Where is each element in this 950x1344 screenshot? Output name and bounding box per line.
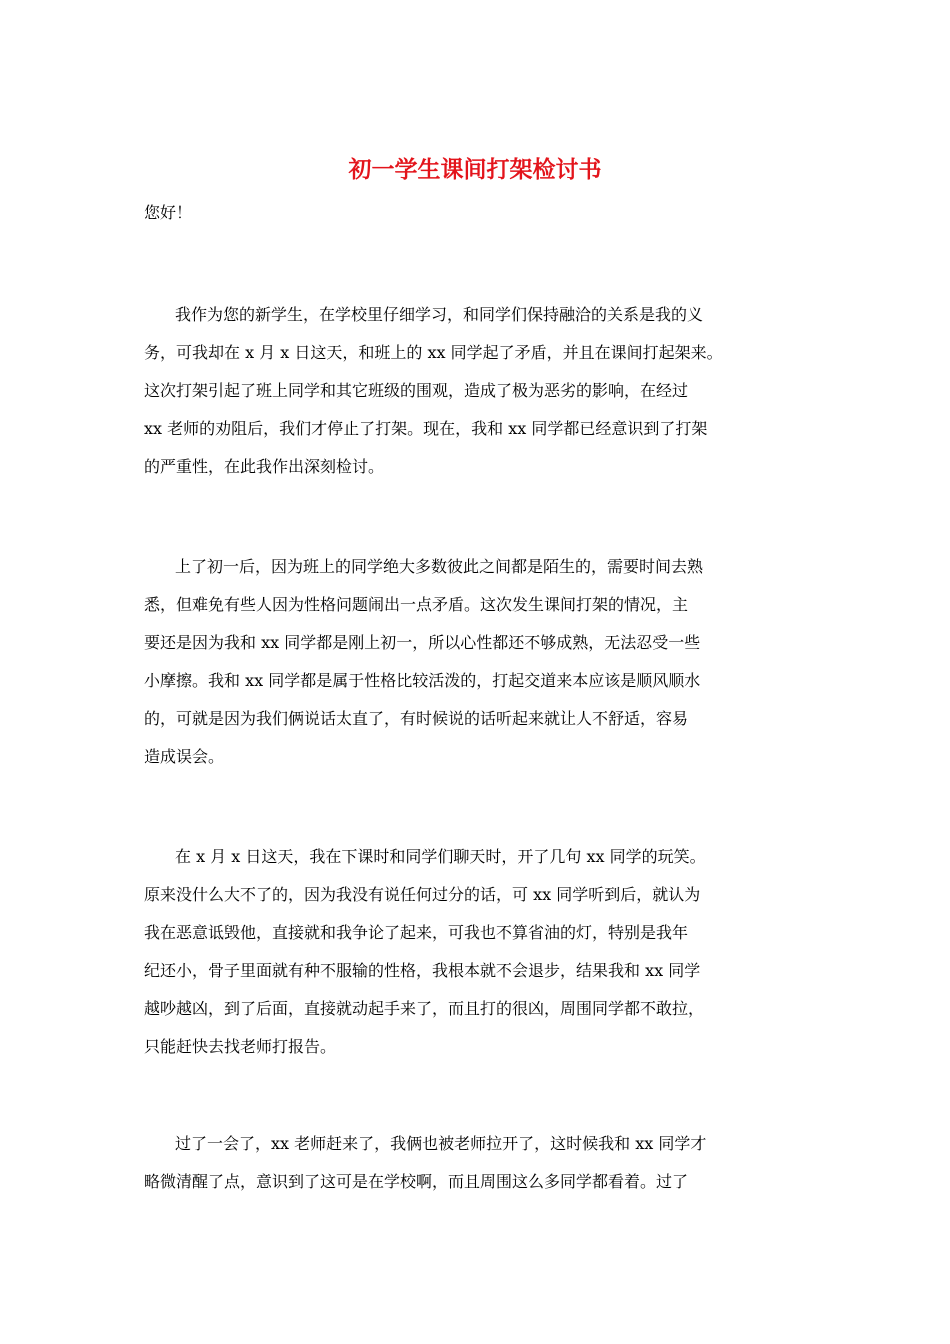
paragraph-line: 小摩擦。我和 xx 同学都是属于性格比较活泼的，打起交道来本应该是顺风顺水 (144, 671, 701, 690)
paragraph-line: 造成误会。 (144, 747, 225, 766)
paragraph-2 (144, 548, 810, 776)
paragraph-line: 原来没什么大不了的，因为我没有说任何过分的话，可 xx 同学听到后，就认为 (144, 885, 701, 904)
paragraph-line: 过了一会了，xx 老师赶来了，我俩也被老师拉开了，这时候我和 xx 同学才 (175, 1134, 707, 1153)
paragraph-line: 只能赶快去找老师打报告。 (144, 1037, 337, 1056)
paragraph-3 (144, 838, 810, 1066)
paragraph-1 (144, 296, 810, 486)
paragraph-line: 越吵越凶，到了后面，直接就动起手来了，而且打的很凶，周围同学都不敢拉， (144, 999, 705, 1018)
paragraph-line: 要还是因为我和 xx 同学都是刚上初一，所以心性都还不够成熟，无法忍受一些 (144, 633, 701, 652)
paragraph-line: 的严重性，在此我作出深刻检讨。 (144, 457, 385, 476)
paragraph-line: xx 老师的劝阻后，我们才停止了打架。现在，我和 xx 同学都已经意识到了打架 (144, 419, 708, 438)
paragraph-line: 略微清醒了点，意识到了这可是在学校啊，而且周围这么多同学都看着。过了 (144, 1172, 689, 1191)
paragraph-line: 这次打架引起了班上同学和其它班级的围观，造成了极为恶劣的影响，在经过 (144, 381, 689, 400)
paragraph-line: 纪还小，骨子里面就有种不服输的性格，我根本就不会退步，结果我和 xx 同学 (144, 961, 701, 980)
greeting-text: 您好！ (144, 203, 193, 222)
paragraph-4 (144, 1125, 810, 1201)
paragraph-line: 务，可我却在 x 月 x 日这天，和班上的 xx 同学起了矛盾，并且在课间打起架来。 (144, 343, 723, 362)
document-title: 初一学生课间打架检讨书 (348, 156, 602, 183)
paragraph-line: 上了初一后，因为班上的同学绝大多数彼此之间都是陌生的，需要时间去熟 (175, 557, 704, 576)
paragraph-line: 我作为您的新学生，在学校里仔细学习，和同学们保持融洽的关系是我的义 (175, 305, 704, 324)
paragraph-line: 的，可就是因为我们俩说话太直了，有时候说的话听起来就让人不舒适，容易 (144, 709, 689, 728)
paragraph-line: 在 x 月 x 日这天，我在下课时和同学们聊天时，开了几句 xx 同学的玩笑。 (175, 847, 706, 866)
paragraph-line: 我在恶意诋毁他，直接就和我争论了起来，可我也不算省油的灯，特别是我年 (144, 923, 689, 942)
paragraph-line: 悉，但难免有些人因为性格问题闹出一点矛盾。这次发生课间打架的情况，主 (144, 595, 689, 614)
